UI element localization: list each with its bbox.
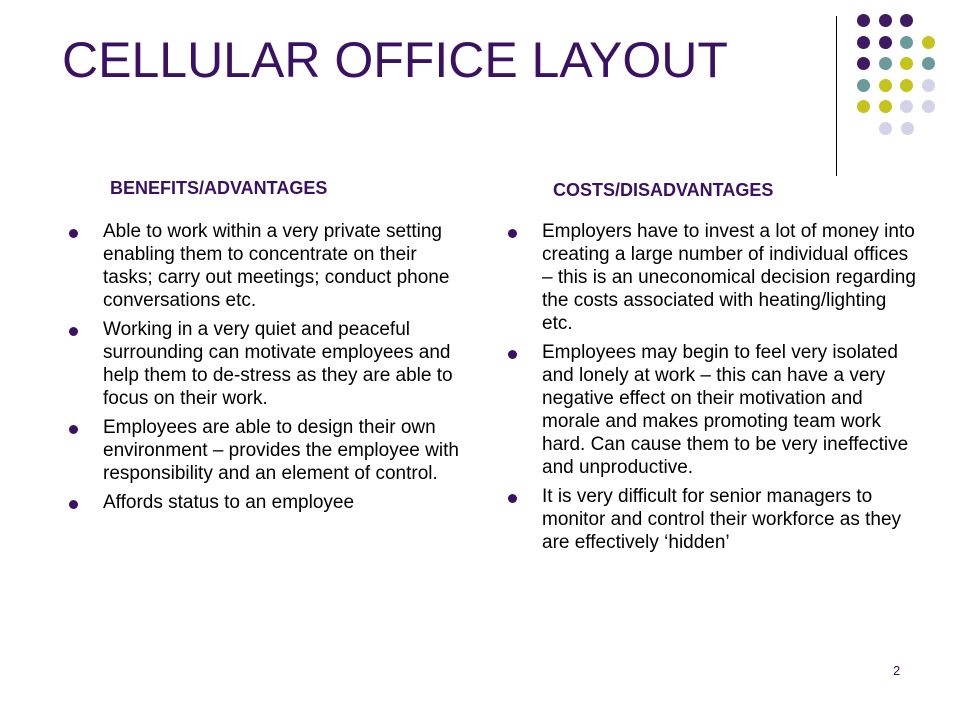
decorative-dot: [922, 57, 935, 70]
decorative-divider: [836, 16, 837, 176]
decorative-dot: [900, 100, 913, 113]
decorative-dot: [922, 100, 935, 113]
bullet-icon: [69, 425, 78, 434]
decorative-dot: [879, 79, 892, 92]
decorative-dot: [857, 100, 870, 113]
list-item-text: Employees are able to design their own environment – provides the employee with responsibility and an element of control.: [103, 417, 459, 484]
bullet-icon: [508, 494, 517, 503]
list-item-text: Working in a very quiet and peaceful surrounding can motivate employees and help them to de-stress as they are able to focus on their work.: [103, 319, 453, 409]
costs-heading: COSTS/DISADVANTAGES: [553, 180, 774, 200]
decorative-dot: [857, 36, 870, 49]
decorative-dot: [857, 79, 870, 92]
decorative-dot: [900, 14, 913, 27]
list-item-text: Employees may begin to feel very isolated and lonely at work – this can have a very negative effect on their motivation and morale and makes promoting team work hard. Can cause them to be very ineffective and unproductive.: [542, 342, 909, 478]
bullet-icon: [508, 350, 517, 359]
decorative-dot: [922, 79, 935, 92]
decorative-dot: [879, 36, 892, 49]
decorative-dot: [879, 14, 892, 27]
list-item: [505, 485, 917, 554]
list-item-text: It is very difficult for senior managers to monitor and control their workforce as they are effectively ‘hidden’: [542, 486, 902, 553]
decorative-dot: [879, 57, 892, 70]
costs-list: [505, 220, 917, 560]
bullet-icon: [69, 500, 78, 509]
decorative-dot: [900, 79, 913, 92]
page-number: 2: [893, 663, 901, 678]
list-item-text: Employers have to invest a lot of money into creating a large number of individual offices – this is an uneconomical decision regarding the costs associated with heating/lighting etc.: [542, 221, 916, 334]
bullet-icon: [69, 229, 78, 238]
list-item: [66, 220, 466, 312]
benefits-list: [66, 220, 466, 520]
decorative-dot: [900, 36, 913, 49]
list-item-text: Affords status to an employee: [103, 492, 355, 513]
decorative-dot: [857, 14, 870, 27]
list-item: [66, 491, 466, 514]
list-item: [505, 220, 917, 335]
bullet-icon: [69, 327, 78, 336]
list-item: [66, 318, 466, 410]
decorative-dot: [879, 100, 892, 113]
decorative-dot: [857, 57, 870, 70]
decorative-dot: [879, 122, 892, 135]
bullet-icon: [508, 229, 517, 238]
decorative-dot: [900, 57, 913, 70]
decorative-dot: [922, 36, 935, 49]
slide-title: CELLULAR OFFICE LAYOUT: [62, 32, 728, 88]
benefits-heading: BENEFITS/ADVANTAGES: [110, 178, 328, 198]
decorative-dot: [901, 122, 914, 135]
list-item: [505, 341, 917, 479]
list-item-text: Able to work within a very private setting enabling them to concentrate on their tasks; carry out meetings; conduct phone conversations etc.: [103, 221, 450, 311]
list-item: [66, 416, 466, 485]
